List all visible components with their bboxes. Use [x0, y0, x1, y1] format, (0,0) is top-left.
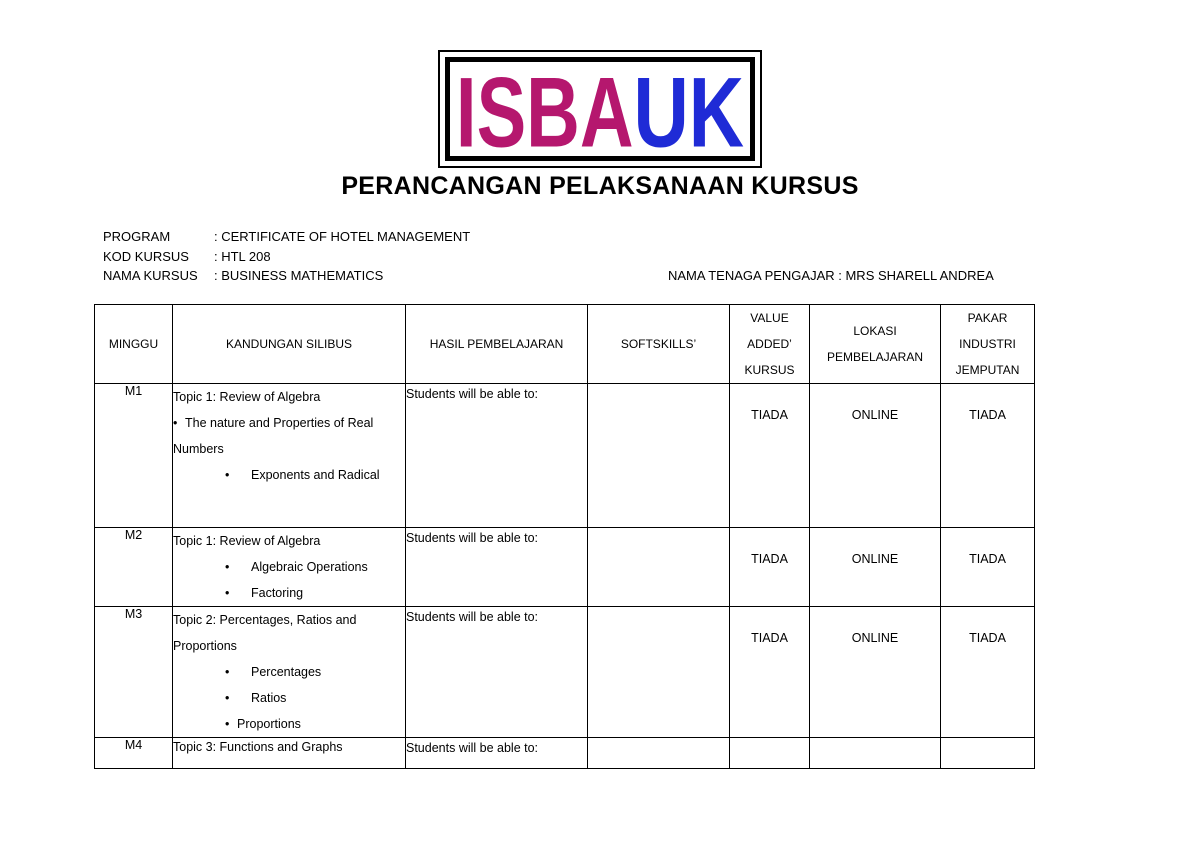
softskills-cell [588, 607, 730, 738]
logo-text-isba: ISBA [455, 62, 634, 156]
list-item: • Proportions [225, 717, 301, 731]
program-value: : CERTIFICATE OF HOTEL MANAGEMENT [214, 229, 471, 244]
table-row [95, 528, 1035, 607]
pakar-cell [941, 738, 1035, 769]
lokasi-cell [810, 738, 941, 769]
nama-kursus-value: : BUSINESS MATHEMATICS [214, 268, 384, 283]
topic-title: Topic 1: Review of Algebra [173, 390, 321, 404]
topic-title: Topic 3: Functions and Graphs [173, 740, 343, 754]
logo-text-uk: UK [633, 62, 745, 156]
value-added-cell: TIADA [730, 528, 810, 607]
table-row [95, 384, 1035, 528]
value-added-cell: TIADA [730, 607, 810, 738]
plan-table [94, 304, 1035, 769]
table-row [95, 738, 1035, 769]
pakar-cell: TIADA [941, 607, 1035, 738]
softskills-cell [588, 528, 730, 607]
lokasi-cell: ONLINE [810, 384, 941, 528]
list-item: • Algebraic Operations [225, 560, 368, 574]
syllabus-cell [173, 528, 406, 607]
pengajar-text: NAMA TENAGA PENGAJAR : MRS SHARELL ANDREA [668, 268, 994, 283]
table-header-row [95, 305, 1035, 384]
list-item: • Ratios [225, 691, 287, 705]
pakar-cell: TIADA [941, 384, 1035, 528]
lokasi-cell: ONLINE [810, 607, 941, 738]
logo-wordmark [450, 62, 750, 156]
header-lokasi: LOKASI PEMBELAJARAN [810, 305, 941, 384]
list-item: • Percentages [225, 665, 322, 679]
nama-kursus-label: NAMA KURSUS [103, 268, 198, 283]
header-softskills: SOFTSKILLS’ [588, 305, 730, 384]
list-item: • The nature and Properties of Real Numbers [173, 416, 374, 456]
header-minggu: MINGGU [95, 305, 173, 384]
outcome-cell: Students will be able to: [406, 384, 588, 528]
header-value-added: VALUE ADDED’ KURSUS [730, 305, 810, 384]
week-cell: M4 [95, 738, 173, 769]
syllabus-cell [173, 607, 406, 738]
logo-border [445, 57, 755, 161]
list-item: • Factoring [225, 586, 304, 600]
outcome-cell: Students will be able to: [406, 738, 588, 769]
header-hasil: HASIL PEMBELAJARAN [406, 305, 588, 384]
value-added-cell [730, 738, 810, 769]
logo [438, 50, 762, 168]
week-cell: M2 [95, 528, 173, 607]
topic-title: Topic 1: Review of Algebra [173, 534, 321, 548]
header-kandungan: KANDUNGAN SILIBUS [173, 305, 406, 384]
pakar-cell: TIADA [941, 528, 1035, 607]
kod-value: : HTL 208 [214, 249, 271, 264]
kod-label: KOD KURSUS [103, 249, 189, 264]
syllabus-cell [173, 384, 406, 528]
table-row [95, 607, 1035, 738]
topic-title: Topic 2: Percentages, Ratios and Proportions [173, 613, 357, 653]
outcome-cell: Students will be able to: [406, 528, 588, 607]
value-added-cell: TIADA [730, 384, 810, 528]
list-item: • Exponents and Radical [225, 468, 380, 482]
week-cell: M3 [95, 607, 173, 738]
outcome-cell: Students will be able to: [406, 607, 588, 738]
softskills-cell [588, 738, 730, 769]
lokasi-cell: ONLINE [810, 528, 941, 607]
page-title: PERANCANGAN PELAKSANAAN KURSUS [341, 172, 859, 200]
week-cell: M1 [95, 384, 173, 528]
syllabus-cell [173, 738, 406, 769]
header-pakar: PAKAR INDUSTRI JEMPUTAN [941, 305, 1035, 384]
program-label: PROGRAM [103, 229, 171, 244]
softskills-cell [588, 384, 730, 528]
